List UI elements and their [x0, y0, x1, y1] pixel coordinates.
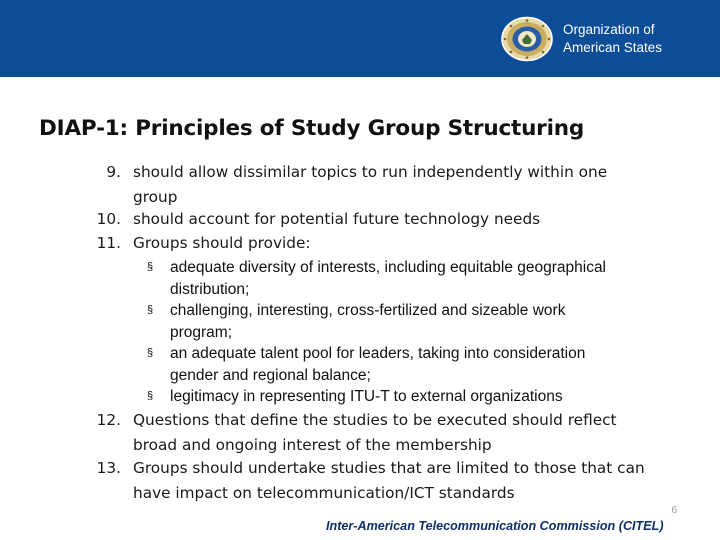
item-number: 10. [96, 210, 121, 228]
bullet-icon: § [147, 261, 154, 273]
sub-item-text-line: legitimacy in representing ITU-T to external organizations [170, 388, 563, 405]
list-item [106, 160, 693, 209]
footer-organization: Inter-American Telecommunication Commission (CITEL) [326, 519, 664, 533]
sub-item-text-line: an adequate talent pool for leaders, taking into consideration [170, 345, 586, 362]
sub-list-item [147, 343, 690, 386]
list-item [96, 207, 693, 232]
item-text-line: broad and ongoing interest of the membership [133, 435, 492, 454]
header-bar [0, 0, 720, 77]
oas-seal-icon [500, 16, 554, 62]
page-number: 6 [671, 505, 677, 516]
bullet-icon: § [147, 304, 154, 316]
item-text-line: Groups should provide: [133, 234, 311, 252]
item-text-line: should allow dissimilar topics to run independently within one [133, 163, 608, 181]
list-item [96, 456, 693, 505]
item-text-line: have impact on telecommunication/ICT standards [133, 483, 515, 502]
list-item [96, 408, 693, 457]
organization-name [563, 21, 662, 57]
item-text-line: Questions that define the studies to be executed should reflect [133, 411, 617, 429]
sub-list-item [147, 300, 690, 343]
sub-item-text-line: challenging, interesting, cross-fertilized and sizeable work [170, 302, 566, 319]
list-item [96, 231, 693, 256]
org-name-line-1: Organization of [563, 22, 655, 37]
sub-item-text-line: adequate diversity of interests, including equitable geographical [170, 259, 607, 276]
bullet-icon: § [147, 347, 154, 359]
item-number: 12. [96, 411, 121, 429]
item-number: 11. [96, 234, 121, 252]
item-text-line: Groups should undertake studies that are limited to those that can [133, 459, 645, 477]
sub-item-text-line: program; [170, 323, 233, 341]
sub-list-item [147, 386, 690, 408]
sub-item-text-line: gender and regional balance; [170, 366, 371, 384]
sub-list-item [147, 257, 690, 300]
bullet-icon: § [147, 390, 154, 402]
item-number: 9. [106, 163, 121, 181]
slide-title: DIAP-1: Principles of Study Group Structuring [39, 116, 585, 141]
sub-item-text-line: distribution; [170, 280, 250, 298]
item-text-line: should account for potential future technology needs [133, 210, 541, 228]
item-text-line: group [133, 187, 178, 206]
item-number: 13. [96, 459, 121, 477]
org-name-line-2: American States [563, 40, 663, 55]
